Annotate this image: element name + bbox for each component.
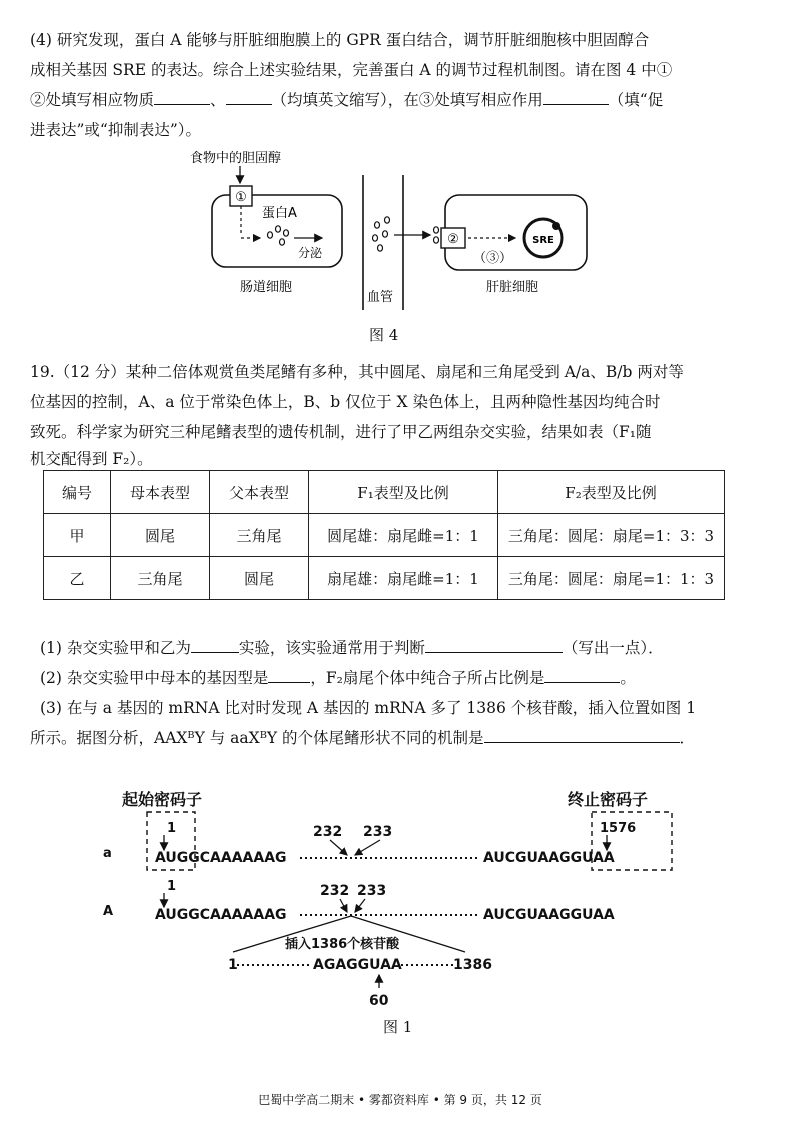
protein-a-label: 蛋白A [262, 206, 297, 221]
q19-line4: 机交配得到 F₂）。 [30, 450, 153, 468]
insert-start: 1 [228, 957, 238, 973]
insert-middle-seq: AGAGGUAA [313, 957, 402, 973]
table-cell: 甲 [44, 514, 111, 557]
insert-end: 1386 [453, 957, 492, 973]
q18-line3 [30, 86, 770, 115]
num-233-A: 233 [357, 883, 387, 899]
figure-1-diagram [95, 785, 695, 1015]
q1-blank-1[interactable] [191, 636, 239, 653]
table-cell: 三角尾：圆尾：扇尾=1：1：3 [498, 557, 725, 600]
table-cell: 圆尾 [111, 514, 210, 557]
food-cholesterol-label: 食物中的胆固醇 [190, 151, 282, 166]
stop-codon-label: 终止密码子 [568, 790, 649, 809]
num-60: 60 [369, 993, 389, 1009]
q19-line1: 19.（12 分）某种二倍体观赏鱼类尾鳍有多种，其中圆尾、扇尾和三角尾受到 A/a、B/b 两对等 [30, 363, 684, 381]
num-232-a: 232 [313, 824, 343, 840]
q2-text-a: (2) 杂交实验甲中母本的基因型是 [40, 669, 269, 687]
table-header: 编号 [44, 471, 111, 514]
table-header: F₁表型及比例 [309, 471, 498, 514]
q18-line2: 成相关基因 SRE 的表达。综合上述实验结果，完善蛋白 A 的调节过程机制图。请在图 4 中① [30, 61, 673, 79]
q3-blank[interactable] [484, 726, 680, 743]
table-header-row [44, 471, 725, 514]
start-codon-label: 起始密码子 [122, 790, 203, 809]
liver-cell-shape [445, 195, 587, 270]
circle-1-label: ① [235, 190, 247, 205]
num-232-A: 232 [320, 883, 350, 899]
q2-text-c: 。 [620, 669, 636, 687]
results-table [43, 470, 725, 600]
q19-line3: 致死。科学家为研究三种尾鳍表型的遗传机制，进行了甲乙两组杂交实验，结果如表（F₁随 [30, 423, 652, 441]
q2-text-b: ，F₂扇尾个体中纯合子所占比例是 [310, 669, 545, 687]
blank-3[interactable] [543, 88, 609, 105]
q1-blank-2[interactable] [425, 636, 563, 653]
q18-line3a: ②处填写相应物质 [30, 91, 155, 109]
q1-text-a: (1) 杂交实验甲和乙为 [40, 639, 191, 657]
num-1576: 1576 [600, 821, 637, 836]
table-cell: 三角尾 [210, 514, 309, 557]
seq-end-A: AUCGUAAGGUAA [483, 907, 615, 923]
protein-dots-inside [268, 226, 289, 245]
table-cell: 三角尾 [111, 557, 210, 600]
gut-cell-label: 肠道细胞 [240, 280, 293, 295]
blank-1[interactable] [154, 88, 210, 105]
figure-4-caption: 图 4 [369, 326, 399, 344]
blank-2[interactable] [226, 88, 272, 105]
secrete-label: 分泌 [298, 246, 323, 260]
vessel-label: 血管 [367, 290, 394, 305]
q18-line3c: （均填英文缩写），在③处填写相应作用 [271, 91, 543, 109]
q1-text-b: 实验，该实验通常用于判断 [238, 639, 425, 657]
q3-text-a: 所示。据图分析，AAXᴮY 与 aaXᴮY 的个体尾鳍形状不同的机制是 [30, 729, 484, 747]
label-a: a [103, 846, 112, 861]
q2-blank-1[interactable] [268, 666, 310, 683]
label-A: A [103, 904, 114, 919]
table-cell: 圆尾 [210, 557, 309, 600]
insert-label: 插入1386个核苷酸 [285, 937, 400, 952]
table-row [44, 514, 725, 557]
q19-sub2 [40, 664, 780, 693]
num-233-a: 233 [363, 824, 393, 840]
q19-sub1 [40, 634, 780, 663]
q1-text-c: （写出一点）． [562, 639, 664, 657]
q19-line2: 位基因的控制，A、a 位于常染色体上，B、b 仅位于 X 染色体上，且两种隐性基因均纯合时 [30, 393, 661, 411]
protein-dots-vessel [373, 217, 390, 251]
table-header: F₂表型及比例 [498, 471, 725, 514]
seq-start-a: AUGGCAAAAAAG [155, 850, 287, 866]
circle-2-label: ② [447, 232, 459, 247]
num-1-a: 1 [167, 821, 177, 836]
table-header: 母本表型 [111, 471, 210, 514]
q18-line4: 进表达”或“抑制表达”）。 [30, 121, 202, 139]
seq-end-a: AUCGUAAGGUAA [483, 850, 615, 866]
circle-3-label: （③） [473, 251, 513, 266]
q18-line3b: 、 [210, 91, 226, 109]
q19-sub3-line1: (3) 在与 a 基因的 mRNA 比对时发现 A 基因的 mRNA 多了 1386 个核苷酸，插入位置如图 1 [40, 699, 697, 717]
seq-start-A: AUGGCAAAAAAG [155, 907, 287, 923]
table-cell: 圆尾雄：扇尾雌=1：1 [309, 514, 498, 557]
q3-text-b: ． [679, 729, 696, 747]
q18-line3d: （填“促 [608, 91, 664, 109]
table-header: 父本表型 [210, 471, 309, 514]
table-cell: 三角尾：圆尾：扇尾=1：3：3 [498, 514, 725, 557]
q19-sub3-line2 [30, 724, 770, 753]
figure-4-diagram [170, 150, 600, 350]
table-cell: 扇尾雄：扇尾雌=1：1 [309, 557, 498, 600]
table-row [44, 557, 725, 600]
q18-line1: (4) 研究发现，蛋白 A 能够与肝脏细胞膜上的 GPR 蛋白结合，调节肝脏细胞核中胆固醇合 [30, 31, 650, 49]
q2-blank-2[interactable] [544, 666, 620, 683]
table-cell: 乙 [44, 557, 111, 600]
liver-cell-label: 肝脏细胞 [486, 280, 539, 295]
protein-dots-liver [434, 227, 439, 243]
num-1-A: 1 [167, 879, 177, 894]
sre-label: SRE [532, 235, 554, 246]
figure-1-caption: 图 1 [383, 1018, 413, 1036]
page-footer: 巴蜀中学高二期末 • 雾都资料库 • 第 9 页，共 12 页 [258, 1093, 542, 1107]
